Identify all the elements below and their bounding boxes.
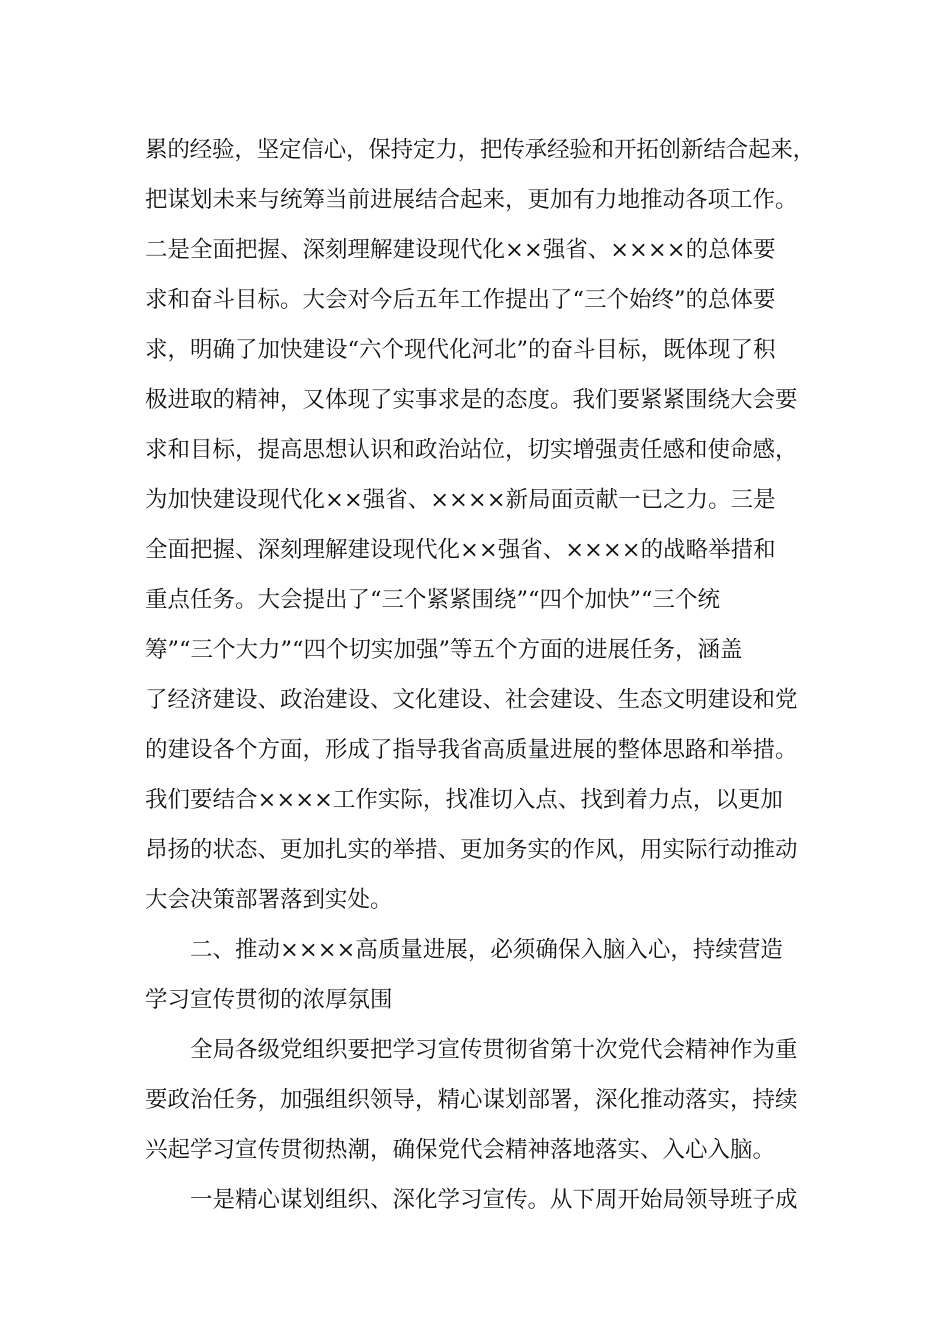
body-text-line: 一是精心谋划组织、深化学习宣传。从下周开始局领导班子成: [190, 1187, 798, 1213]
body-text-line: 求和奋斗目标。大会对今后五年工作提出了“三个始终”的总体要: [145, 287, 776, 313]
body-text-line: 极进取的精神，又体现了实事求是的态度。我们要紧紧围绕大会要: [145, 387, 798, 413]
body-text-line: 我们要结合××××工作实际，找准切入点、找到着力点，以更加: [145, 787, 783, 813]
body-text-line: 全局各级党组织要把学习宣传贯彻省第十次党代会精神作为重: [190, 1037, 798, 1063]
body-text-line: 要政治任务，加强组织领导，精心谋划部署，深化推动落实，持续: [145, 1087, 798, 1113]
body-text-line: 为加快建设现代化××强省、××××新局面贡献一已之力。三是: [145, 487, 776, 513]
body-text-line: 昂扬的状态、更加扎实的举措、更加务实的作风，用实际行动推动: [145, 837, 798, 863]
body-text-line: 求和目标，提高思想认识和政治站位，切实增强责任感和使命感，: [145, 437, 798, 463]
body-text-line: 全面把握、深刻理解建设现代化××强省、××××的战略举措和: [145, 537, 776, 563]
body-text-line: 筹”“三个大力”“四个切实加强”等五个方面的进展任务，涵盖: [145, 637, 743, 663]
body-text-line: 的建设各个方面，形成了指导我省高质量进展的整体思路和举措。: [145, 737, 798, 763]
section-heading-line: 学习宣传贯彻的浓厚氛围: [145, 987, 393, 1013]
body-text-line: 了经济建设、政治建设、文化建设、社会建设、生态文明建设和党: [145, 687, 798, 713]
body-text-line: 累的经验，坚定信心，保持定力，把传承经验和开拓创新结合起来，: [145, 137, 816, 163]
body-text-line: 二是全面把握、深刻理解建设现代化××强省、××××的总体要: [145, 237, 776, 263]
section-heading-line: 二、推动××××高质量进展，必须确保入脑入心，持续营造: [190, 937, 783, 963]
body-text-line: 求，明确了加快建设“六个现代化河北”的奋斗目标，既体现了积: [145, 337, 776, 363]
body-text-line: 兴起学习宣传贯彻热潮，确保党代会精神落地落实、入心入脑。: [145, 1137, 776, 1163]
body-text-line: 重点任务。大会提出了“三个紧紧围绕”“四个加快”“三个统: [145, 587, 721, 613]
body-text-line: 把谋划未来与统筹当前进展结合起来，更加有力地推动各项工作。: [145, 187, 798, 213]
body-text-line: 大会决策部署落到实处。: [145, 887, 393, 913]
